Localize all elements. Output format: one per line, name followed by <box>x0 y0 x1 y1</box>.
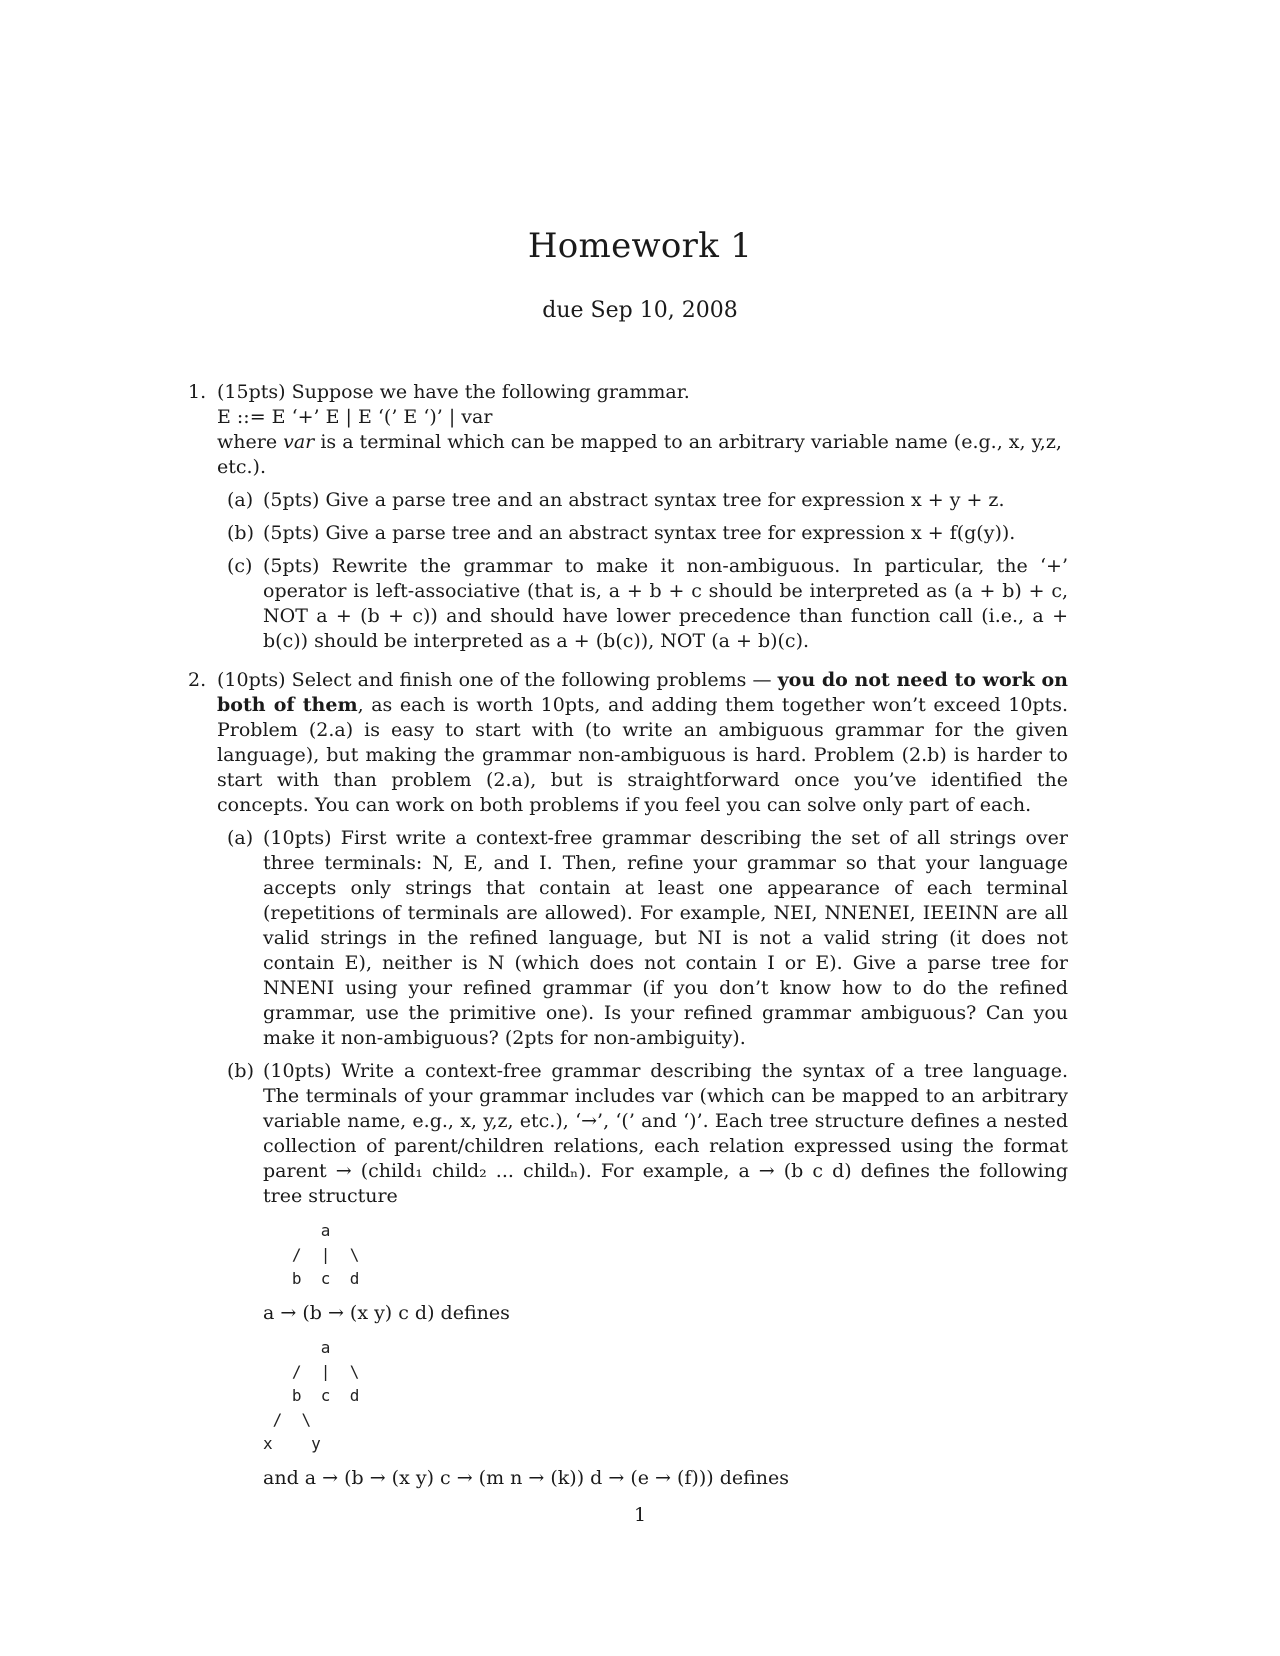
question-2b-label: (b) <box>227 1060 254 1082</box>
intro-prefix: (10pts) Select and finish one of the following problems — <box>217 669 778 691</box>
question-2a-text: (10pts) First write a context-free grammar describing the set of all strings over three terminals: N, E, and I. Then, refine your grammar so that your language accepts only strings that contain at least one appearance of each terminal (repetitions of terminals are allowed). For example, NEI, NNENEI, IEEINN are all valid strings in the refined language, but NI is not a valid string (it does not contain E), neither is N (which does not contain I or E). Give a parse tree for NNENI using your refined grammar (if you don’t know how to do the refined grammar, use the primitive one). Is your refined grammar ambiguous? Can you make it non-ambiguous? (2pts for non-ambiguity). <box>263 827 1068 1049</box>
question-2-number: 2. <box>188 669 207 691</box>
question-1-number: 1. <box>188 381 207 403</box>
tree-diagram-1: a / | \ b c d <box>291 1221 360 1288</box>
due-date: due Sep 10, 2008 <box>542 298 738 323</box>
homework-body <box>188 380 1068 1505</box>
question-1b-text: (5pts) Give a parse tree and an abstract syntax tree for expression x + f(g(y)). <box>263 522 1016 544</box>
where-suffix: is a terminal which can be mapped to an arbitrary variable name (e.g., x, y,z, etc.). <box>217 431 1062 478</box>
question-1a <box>217 488 1068 513</box>
example-3-text: and a → (b → (x y) c → (m n → (k)) d → (e → (f))) defines <box>263 1467 790 1489</box>
question-2-intro <box>217 668 1068 818</box>
question-2a <box>217 826 1068 1051</box>
question-1c-label: (c) <box>227 555 253 577</box>
question-2b-text: (10pts) Write a context-free grammar describing the syntax of a tree language. The terminals of your grammar includes var (which can be mapped to an arbitrary variable name, e.g., x, y,z, etc.), ‘→’, ‘(’ and ‘)’. Each tree structure defines a nested collection of parent/children relations, each relation expressed using the format parent → (child₁ child₂ ... childₙ). For example, a → (b c d) defines the following tree structure <box>263 1060 1068 1207</box>
intro-suffix: , as each is worth 10pts, and adding them together won’t exceed 10pts. Problem (2.a) is easy to start with (to write an ambiguous grammar for the given language), but making the grammar non-ambiguous is hard. Problem (2.b) is harder to start with than problem (2.a), but is straightforward once you’ve identified the concepts. You can work on both problems if you feel you can solve only part of each. <box>217 694 1068 816</box>
question-1-grammar: E ::= E ‘+’ E | E ‘(’ E ‘)’ | var <box>217 406 493 428</box>
question-1b <box>217 521 1068 546</box>
document-title: Homework 1 <box>527 226 753 266</box>
where-prefix: where <box>217 431 284 453</box>
var-term: var <box>283 431 315 453</box>
question-2 <box>188 668 1068 1491</box>
intro-bold: you do not need to work on both of them <box>217 669 1068 716</box>
question-1-intro: (15pts) Suppose we have the following grammar. <box>217 381 690 403</box>
question-2b <box>217 1059 1068 1209</box>
page-number: 1 <box>633 1504 647 1526</box>
question-1 <box>188 380 1068 654</box>
question-1c-text: (5pts) Rewrite the grammar to make it non-ambiguous. In particular, the ‘+’ operator is left-associative (that is, a + b + c should be interpreted as (a + b) + c, NOT a + (b + c)) and should have lower precedence than function call (i.e., a + b(c)) should be interpreted as a + (b(c)), NOT (a + b)(c). <box>263 555 1068 652</box>
question-1b-label: (b) <box>227 522 254 544</box>
tree-diagram-2: a / | \ b c d / \ x y <box>263 1338 360 1453</box>
question-1-where <box>217 430 1068 480</box>
question-2a-label: (a) <box>227 827 254 849</box>
example-2-text: a → (b → (x y) c d) defines <box>263 1302 510 1324</box>
question-1a-label: (a) <box>227 489 254 511</box>
question-1c <box>217 554 1068 654</box>
question-1a-text: (5pts) Give a parse tree and an abstract syntax tree for expression x + y + z. <box>263 489 1005 511</box>
